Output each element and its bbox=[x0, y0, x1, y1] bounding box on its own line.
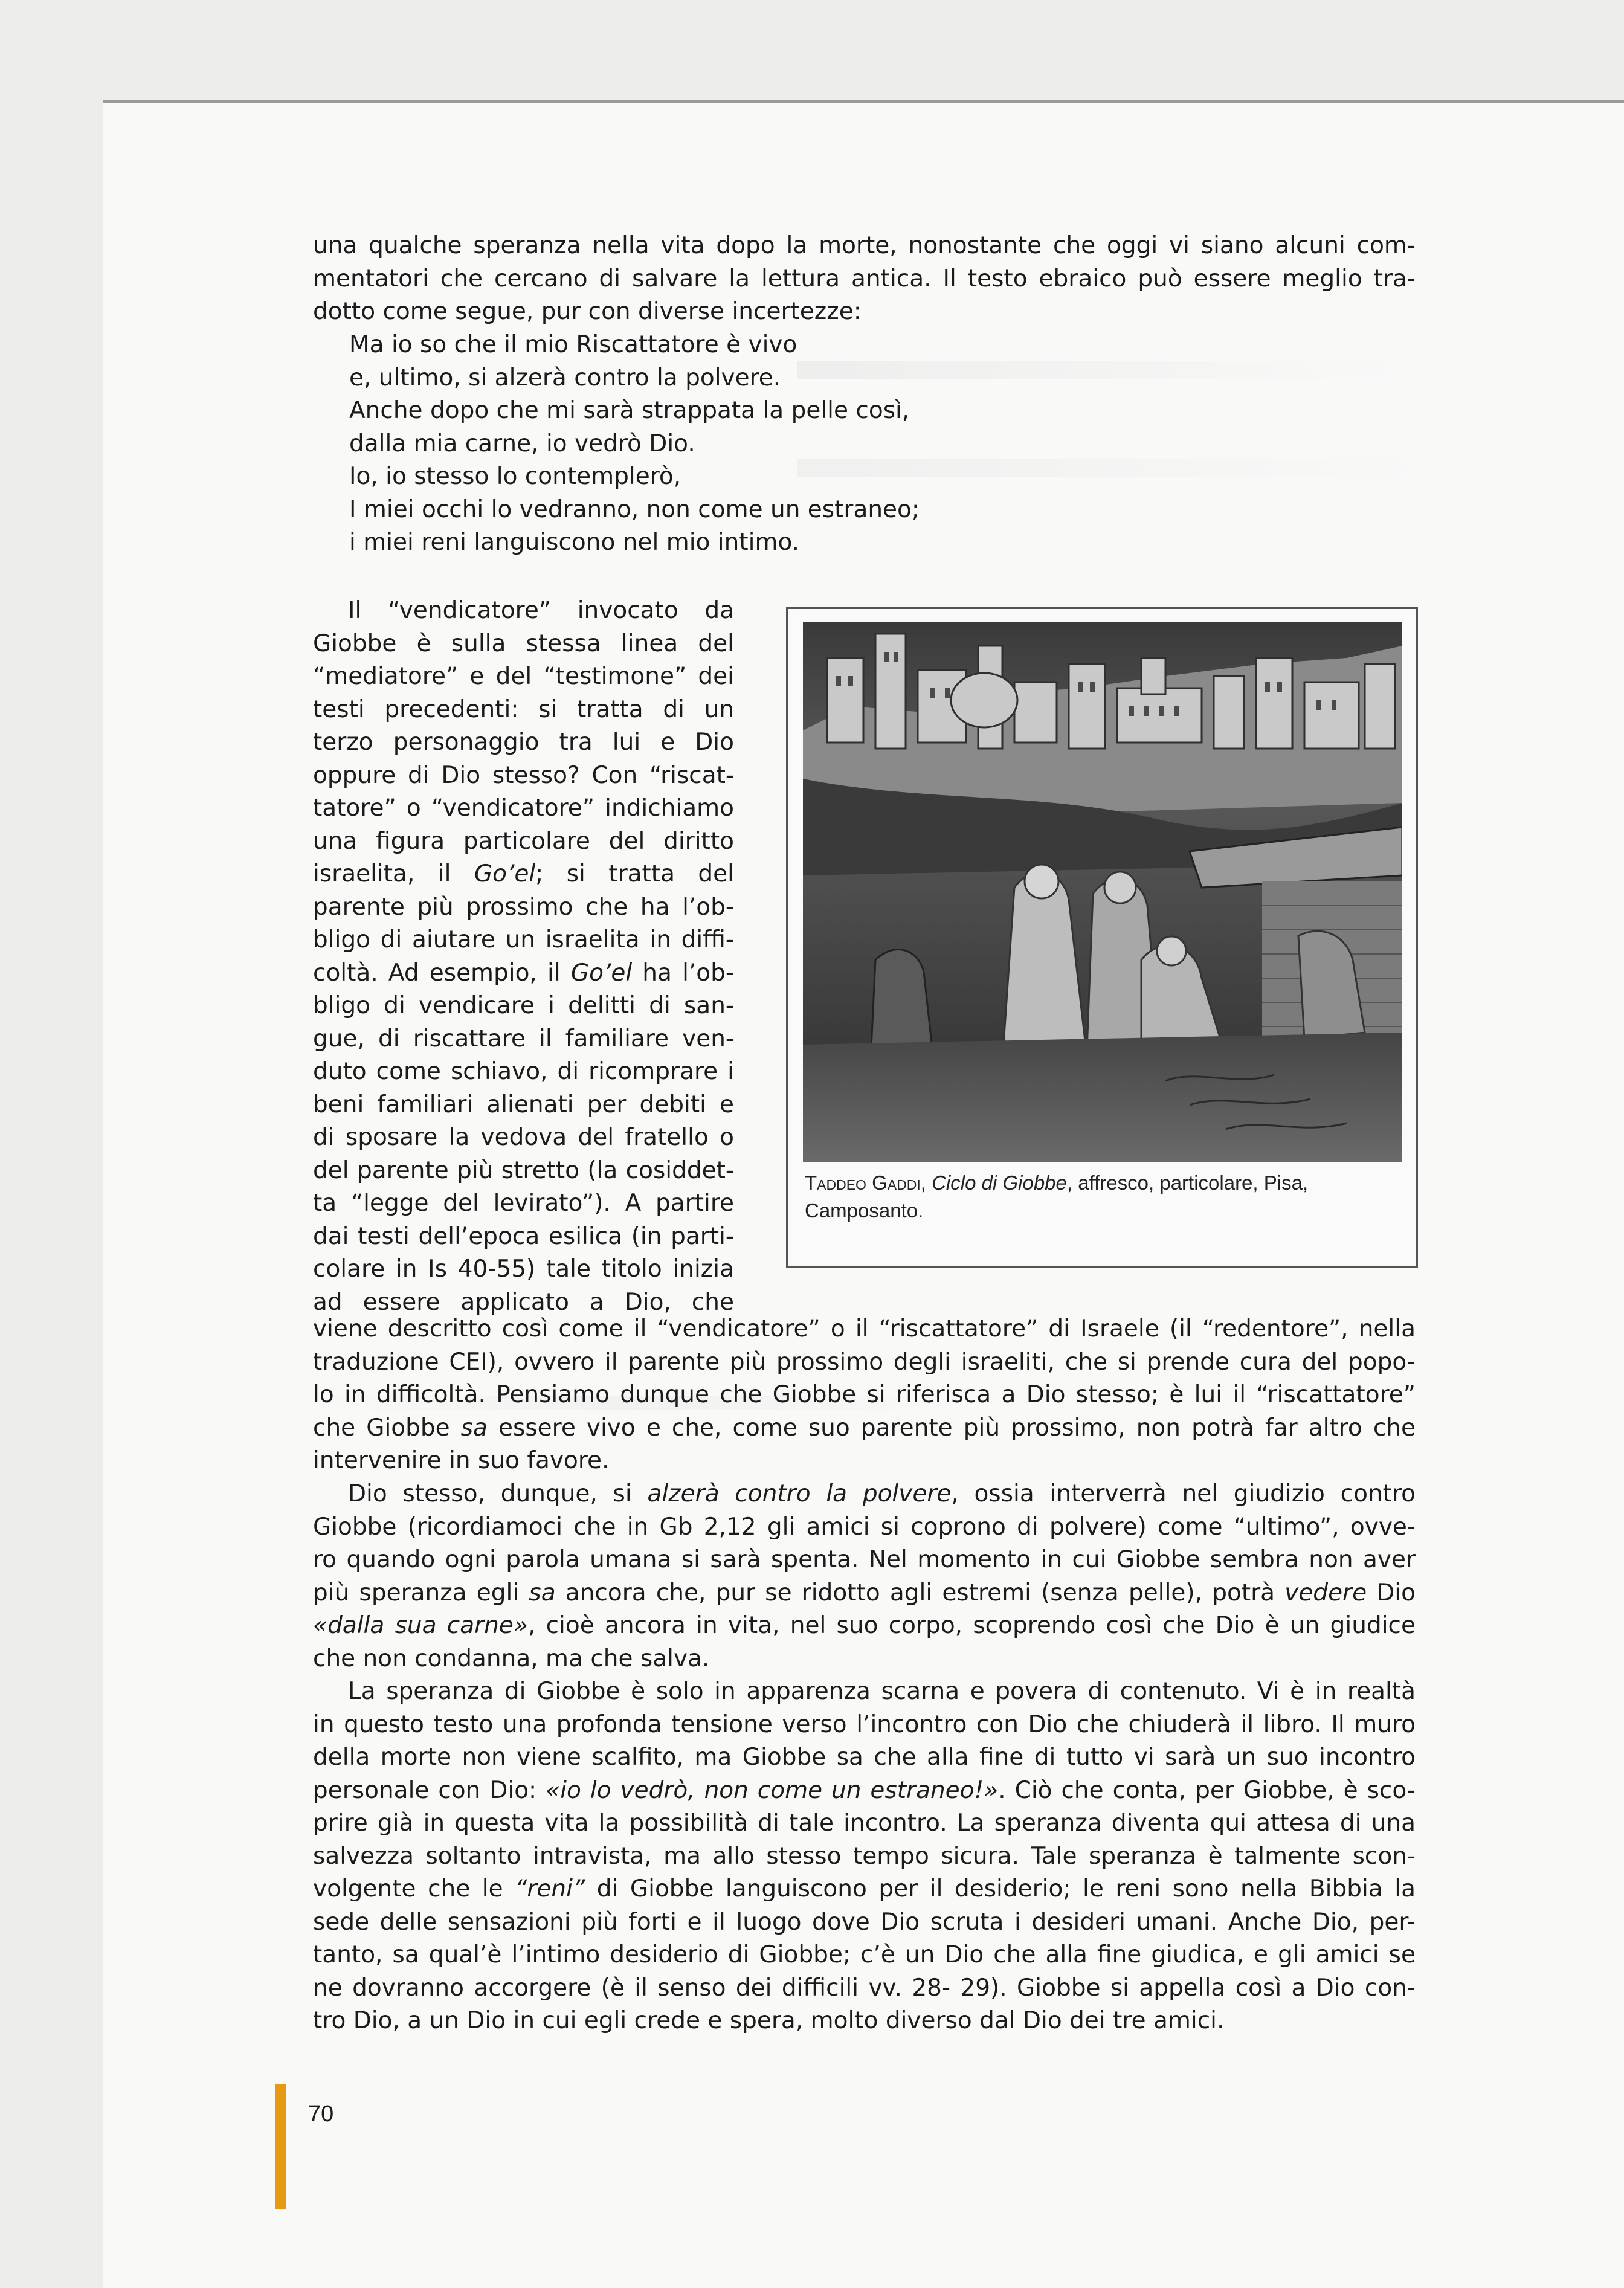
text-line: in questo testo una profonda tensione verso l’incontro con Dio che chiuderà il libro. Il muro bbox=[313, 1710, 1416, 1738]
text-fragment: di Giobbe languiscono per il desiderio; le reni sono nella Bibbia la bbox=[585, 1875, 1416, 1903]
text-line: che non condanna, ma che salva. bbox=[313, 1645, 710, 1672]
text-line: testi precedenti: si tratta di un bbox=[313, 695, 734, 723]
emphasis-term: sa bbox=[460, 1414, 488, 1442]
emphasis-term: vedere bbox=[1284, 1579, 1367, 1606]
emphasis-term: sa bbox=[529, 1579, 556, 1606]
text-line bbox=[313, 957, 734, 990]
text-line: traduzione CEI), ovvero il parente più prossimo degli israeliti, che si prende cura del popo- bbox=[313, 1348, 1416, 1376]
text-line: ne dovranno accorgere (è il senso dei difficili vv. 28- 29). Giobbe si appella così a Dio con- bbox=[313, 1974, 1416, 2002]
verse-line: i miei reni languiscono nel mio intimo. bbox=[349, 529, 800, 556]
fresco-image bbox=[803, 622, 1402, 1162]
text-fragment: , ossia interverrà nel giudizio contro bbox=[951, 1480, 1416, 1507]
emphasis-term: Go’el bbox=[474, 860, 536, 888]
verse-line: Ma io so che il mio Riscattatore è vivo bbox=[349, 331, 798, 358]
text-line: prire già in questa vita la possibilità di tale incontro. La speranza diventa qui attesa di una bbox=[313, 1809, 1416, 1837]
text-line: Giobbe è sulla stessa linea del bbox=[313, 630, 734, 657]
text-line: Giobbe (ricordiamoci che in Gb 2,12 gli amici si coprono di polvere) come “ultimo”, ovve- bbox=[313, 1513, 1416, 1541]
text-line: tatore” o “vendicatore” indichiamo bbox=[313, 794, 734, 822]
emphasis-term: “reni” bbox=[515, 1875, 585, 1903]
text-line: ad essere applicato a Dio, che bbox=[313, 1288, 734, 1316]
text-fragment: più speranza egli bbox=[313, 1579, 529, 1606]
page-marker-bar bbox=[276, 2084, 286, 2209]
text-fragment: Dio stesso, dunque, si bbox=[348, 1480, 648, 1507]
text-line: sede delle sensazioni più forti e il luogo dove Dio scruta i desideri umani. Anche Dio, per- bbox=[313, 1908, 1416, 1936]
text-line: La speranza di Giobbe è solo in apparenza scarna e povera di contenuto. Vi è in realtà bbox=[348, 1678, 1416, 1705]
text-line: beni familiari alienati per debiti e bbox=[313, 1091, 734, 1118]
column-paragraph bbox=[313, 595, 734, 1319]
text-line bbox=[313, 1610, 1416, 1643]
text-fragment: ancora che, pur se ridotto agli estremi (senza pelle), potrà bbox=[555, 1579, 1285, 1606]
paragraph-continuation bbox=[313, 1313, 1416, 1478]
text-fragment: essere vivo e che, come suo parente più prossimo, non potrà far altro che bbox=[487, 1414, 1416, 1442]
figure-caption: Taddeo Gaddi, Ciclo di Giobbe, affresco, particolare, Pisa, Camposanto. bbox=[805, 1171, 1309, 1222]
text-fragment: volgente che le bbox=[313, 1875, 515, 1903]
text-line: Il “vendicatore” invocato da bbox=[348, 597, 734, 624]
verse-line: Io, io stesso lo contemplerò, bbox=[349, 463, 682, 490]
text-line: tro Dio, a un Dio in cui egli crede e spera, molto diverso dal Dio dei tre amici. bbox=[313, 2007, 1225, 2034]
text-line: lo in difficoltà. Pensiamo dunque che Giobbe si riferisca a Dio stesso; è lui il “riscattatore” bbox=[313, 1381, 1416, 1408]
text-fragment: . Ciò che conta, per Giobbe, è sco- bbox=[998, 1776, 1416, 1804]
text-line: salvezza soltanto intravista, ma allo stesso tempo sicura. Tale speranza è talmente scon- bbox=[313, 1842, 1416, 1870]
text-line bbox=[313, 1577, 1416, 1610]
paragraph-3 bbox=[313, 1675, 1416, 2038]
text-fragment: personale con Dio: bbox=[313, 1776, 546, 1804]
text-line: ro quando ogni parola umana si sarà spenta. Nel momento in cui Giobbe sembra non aver bbox=[313, 1546, 1416, 1573]
text-line: del parente più stretto (la cosiddet- bbox=[313, 1156, 734, 1184]
verse-line: Anche dopo che mi sarà strappata la pelle così, bbox=[349, 397, 910, 424]
text-line: dai testi dell’epoca esilica (in parti- bbox=[313, 1222, 734, 1250]
text-line bbox=[313, 1412, 1416, 1445]
text-line: tanto, sa qual’è l’intimo desiderio di Giobbe; c’è un Dio che alla fine giudica, e gli amici se bbox=[313, 1941, 1416, 1968]
text-line: oppure di Dio stesso? Con “riscat- bbox=[313, 761, 734, 789]
text-fragment: che Giobbe bbox=[313, 1414, 461, 1442]
verse-line: I miei occhi lo vedranno, non come un estraneo; bbox=[349, 495, 920, 523]
caption-details: , affresco, particolare, Pisa, bbox=[1066, 1171, 1309, 1194]
text-line: mentatori che cercano di salvare la lettura antica. Il testo ebraico può essere meglio tra- bbox=[313, 265, 1416, 292]
text-line: terzo personaggio tra lui e Dio bbox=[313, 729, 734, 756]
emphasis-term: alzerà contro la polvere bbox=[647, 1480, 952, 1507]
text-line: bligo di aiutare un israelita in diffi- bbox=[313, 926, 734, 953]
intro-paragraph bbox=[313, 230, 1416, 329]
text-line: una figura particolare del diritto bbox=[313, 827, 734, 855]
text-line: duto come schiavo, di ricomprare i bbox=[313, 1058, 734, 1085]
page-edge-rule bbox=[103, 100, 1624, 103]
figure-box bbox=[786, 607, 1418, 1268]
text-line: gue, di riscattare il familiare ven- bbox=[313, 1025, 734, 1052]
text-line bbox=[313, 1873, 1416, 1906]
text-line: dotto come segue, pur con diverse incertezze: bbox=[313, 298, 862, 325]
text-fragment: coltà. Ad esempio, il bbox=[313, 959, 561, 987]
text-line: parente più prossimo che ha l’ob- bbox=[313, 893, 734, 921]
text-line: viene descritto così come il “vendicatore” o il “riscattatore” di Israele (il “redentore”, nella bbox=[313, 1315, 1416, 1342]
paragraph-2 bbox=[313, 1478, 1416, 1675]
text-fragment: israelita, il bbox=[313, 860, 451, 888]
verse-block bbox=[349, 329, 1074, 559]
text-fragment: Dio bbox=[1367, 1579, 1416, 1606]
text-line bbox=[313, 1774, 1416, 1808]
page-number: 70 bbox=[308, 2101, 334, 2127]
verse-line: dalla mia carne, io vedrò Dio. bbox=[349, 430, 695, 457]
caption-location: Camposanto. bbox=[805, 1199, 924, 1222]
text-line bbox=[313, 858, 734, 891]
text-line bbox=[313, 1478, 1416, 1511]
text-fragment: ha l’ob- bbox=[632, 959, 734, 987]
text-line: bligo di vendicare i delitti di san- bbox=[313, 992, 734, 1019]
text-line: una qualche speranza nella vita dopo la morte, nonostante che oggi vi siano alcuni com- bbox=[313, 232, 1416, 259]
verse-line: e, ultimo, si alzerà contro la polvere. bbox=[349, 364, 781, 392]
emphasis-term: «dalla sua carne» bbox=[313, 1612, 528, 1639]
text-line: “mediatore” e del “testimone” dei bbox=[313, 663, 734, 690]
caption-title: Ciclo di Giobbe bbox=[932, 1171, 1067, 1194]
text-line: di sposare la vedova del fratello o bbox=[313, 1124, 734, 1151]
text-line: colare in Is 40-55) tale titolo inizia bbox=[313, 1255, 734, 1283]
text-fragment: ; si tratta del bbox=[535, 860, 734, 888]
text-line: della morte non viene scalfito, ma Giobbe sa che alla fine di tutto vi sarà un suo incontro bbox=[313, 1744, 1416, 1771]
caption-artist: Taddeo Gaddi bbox=[805, 1171, 921, 1194]
emphasis-term: «io lo vedrò, non come un estraneo!» bbox=[546, 1776, 999, 1804]
text-line: ta “legge del levirato”). A partire bbox=[313, 1190, 734, 1217]
text-fragment: , cioè ancora in vita, nel suo corpo, scoprendo così che Dio è un giudice bbox=[527, 1612, 1416, 1639]
emphasis-term: Go’el bbox=[570, 959, 633, 987]
text-line: intervenire in suo favore. bbox=[313, 1447, 610, 1474]
